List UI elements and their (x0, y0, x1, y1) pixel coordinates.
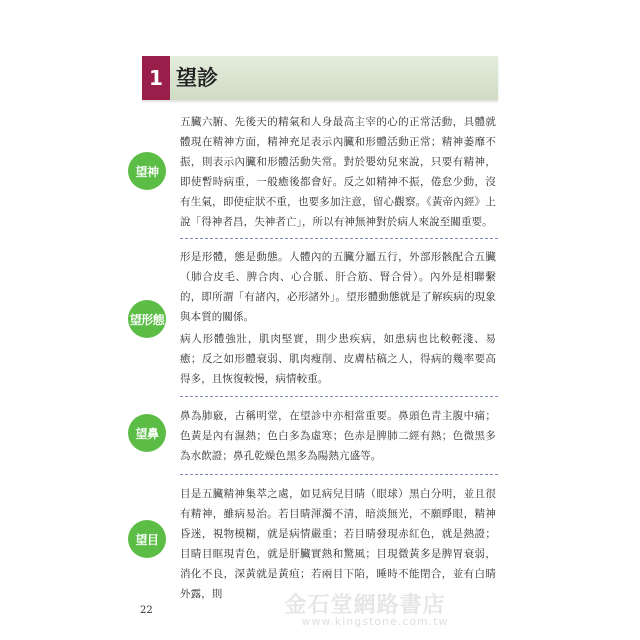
badge-wangshen: 望神 (128, 152, 166, 190)
paragraph-wangxingtai-2: 病人形體強壯，肌肉堅實，則少患疾病，如患病也比較輕淺、易癒；反之如形體衰弱、肌肉瘦削、皮膚枯稿之人，得病的幾率要高得多，且恢復較慢，病情較重。 (180, 333, 496, 385)
section-divider (180, 396, 498, 397)
section-divider (180, 238, 498, 239)
watermark-url: www.kingstone.com.tw (301, 615, 449, 628)
section-number: 1 (142, 56, 170, 100)
watermark-store-name: 金石堂網路書店 (284, 592, 446, 618)
section-header (142, 56, 498, 100)
page-number: 22 (140, 605, 153, 616)
paragraph-wangxingtai-1: 形是形體，態是動態。人體內的五臟分屬五行，外部形骸配合五臟（肺合皮毛、脾合肉、心合脈、肝合筋、腎合骨）。內外是相聯繫的，即所謂「有諸內，必形諸外」。望形體動態就是了解疾病的現象與本質的關係。 (180, 251, 496, 323)
badge-wangxingtai: 望形態 (128, 300, 166, 338)
paragraph-wangmu: 目是五臟精神集萃之處，如見病兒目睛（眼球）黑白分明，並且很有精神，雖病易治。若目睛渾濁不清，暗淡無光，不願睜眼，精神昏迷，視物模糊，就是病情嚴重；若目睛發現赤紅色，就是熱證；目睛目眶現青色，就是肝臟實熱和驚風；目現微黃多是脾胃衰弱，消化不良，深黃就是黃疸；若兩目下陷，睡時不能閉合，並有白睛外露，則 (180, 488, 496, 600)
section-title: 望診 (176, 66, 218, 90)
paragraph-wangshen: 五臟六腑、先後天的精氣和人身最高主宰的心的正常活動，具體就體現在精神方面，精神充足表示內臟和形體活動正常；精神萎靡不振，則表示內臟和形體活動失常。對於嬰幼兒來說，只要有精神，即使暫時病重，一般癒後都會好。反之如精神不振，倦怠少動，沒有生氣，即使症狀不重，也要多加注意，留心觀察。《黃帝內經》上說「得神者昌，失神者亡」，所以有神無神對於病人來說至關重要。 (180, 116, 496, 228)
badge-wangbi: 望鼻 (128, 414, 166, 452)
paragraph-wangbi: 鼻為肺竅，古稱明堂，在望診中亦相當重要。鼻頭色青主腹中痛；色黃是內有濕熱；色白多為虛寒；色赤是脾肺二經有熱；色微黑多為水飲證；鼻孔乾燥色黑多為陽熱亢盛等。 (180, 410, 496, 462)
section-divider (180, 474, 498, 475)
badge-wangmu: 望目 (128, 520, 166, 558)
